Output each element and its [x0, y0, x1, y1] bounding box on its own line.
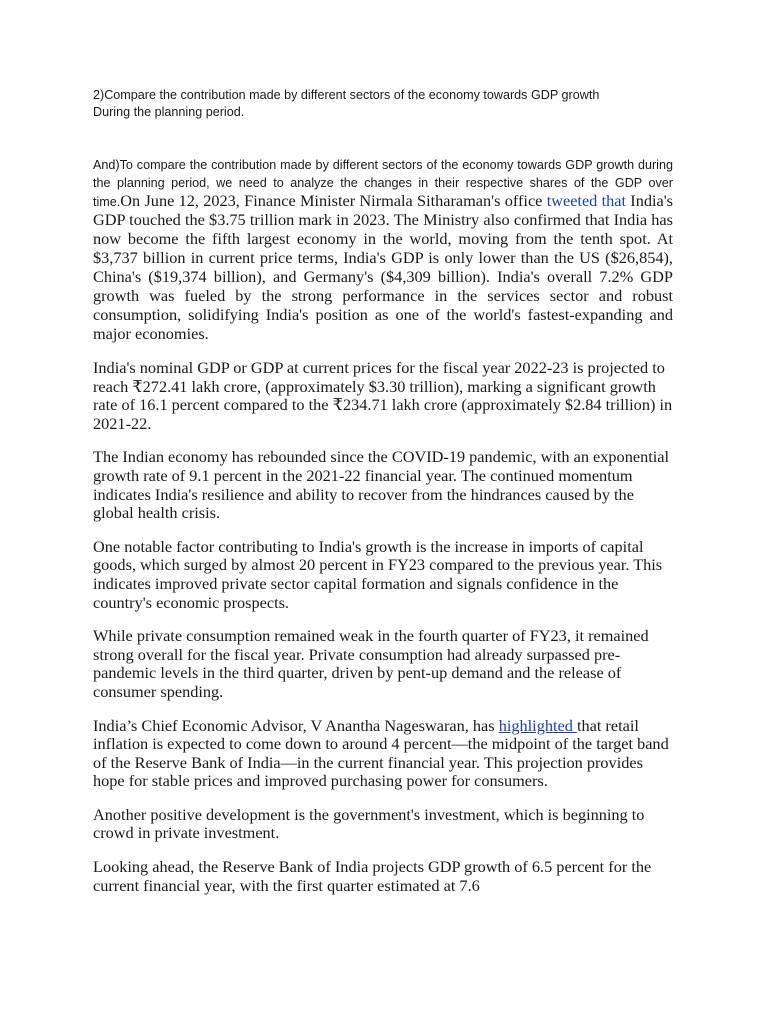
paragraph-7: Another positive development is the government's investment, which is beginning to crowd in private investment.: [93, 804, 645, 843]
paragraph-6-text-a: India’s Chief Economic Advisor, V Anantha Nageswaran, has: [93, 715, 499, 735]
answer-block: [93, 156, 673, 910]
question-line-1: 2)Compare the contribution made by different sectors of the economy towards GDP growth: [93, 88, 600, 102]
paragraph-1-text-a: On June 12, 2023, Finance Minister Nirmala Sitharaman's office: [120, 191, 547, 210]
highlighted-link[interactable]: highlighted: [498, 715, 577, 735]
tweeted-that-link[interactable]: tweeted that: [546, 191, 627, 210]
paragraph-8: Looking ahead, the Reserve Bank of India projects GDP growth of 6.5 percent for the current financial year, with the first quarter estimated at 7.6: [93, 857, 652, 895]
paragraph-4: One notable factor contributing to India's growth is the increase in imports of capital goods, which surged by almost 20 percent in FY23 compared to the previous year. This indicates improved private sector capital formation and signals confidence in the country's economic prospects.: [93, 536, 663, 612]
question-block: [93, 87, 673, 121]
paragraph-3: The Indian economy has rebounded since the COVID-19 pandemic, with an exponential growth rate of 9.1 percent in the 2021-22 financial year. The continued momentum indicates India's resilience and ability to recover from the hindrances caused by the global health crisis.: [93, 447, 670, 523]
answer-intro-paragraph: [93, 156, 673, 344]
paragraph-6: [93, 717, 673, 791]
paragraph-6-text-b: that retail inflation is expected to come down to around 4 percent—the midpoint of the target band of the Reserve Bank of India—in the current financial year. This projection provides hope for stable prices and improved purchasing power for consumers.: [93, 715, 669, 791]
paragraph-1-text-b: India's GDP touched the $3.75 trillion mark in 2023. The Ministry also confirmed that India has now become the fifth largest economy in the world, moving from the tenth spot. At $3,737 billion in current price terms, India's GDP is only lower than the US ($26,854), China's ($19,374 billion), and Germany's ($4,309 billion). India's overall 7.2% GDP growth was fueled by the strong performance in the services sector and robust consumption, solidifying India's position as one of the world's fastest-expanding and major economies.: [93, 191, 674, 343]
answer-intro-text: And)To compare the contribution made by different sectors of the economy towards GDP growth during the planning period, we need to analyze the changes in their respective shares of the GDP over time.: [93, 158, 673, 209]
paragraph-5: While private consumption remained weak in the fourth quarter of FY23, it remained strong overall for the fiscal year. Private consumption had already surpassed pre-pandemic levels in the third quarter, driven by pent-up demand and the release of consumer spending.: [93, 626, 649, 701]
paragraph-2: India's nominal GDP or GDP at current prices for the fiscal year 2022-23 is projected to reach ₹272.41 lakh crore, (approximately $3.30 trillion), marking a significant growth rate of 16.1 percent compared to the ₹234.71 lakh crore (approximately $2.84 trillion) in 2021-22.: [93, 358, 673, 433]
question-line-2: During the planning period.: [93, 105, 245, 119]
